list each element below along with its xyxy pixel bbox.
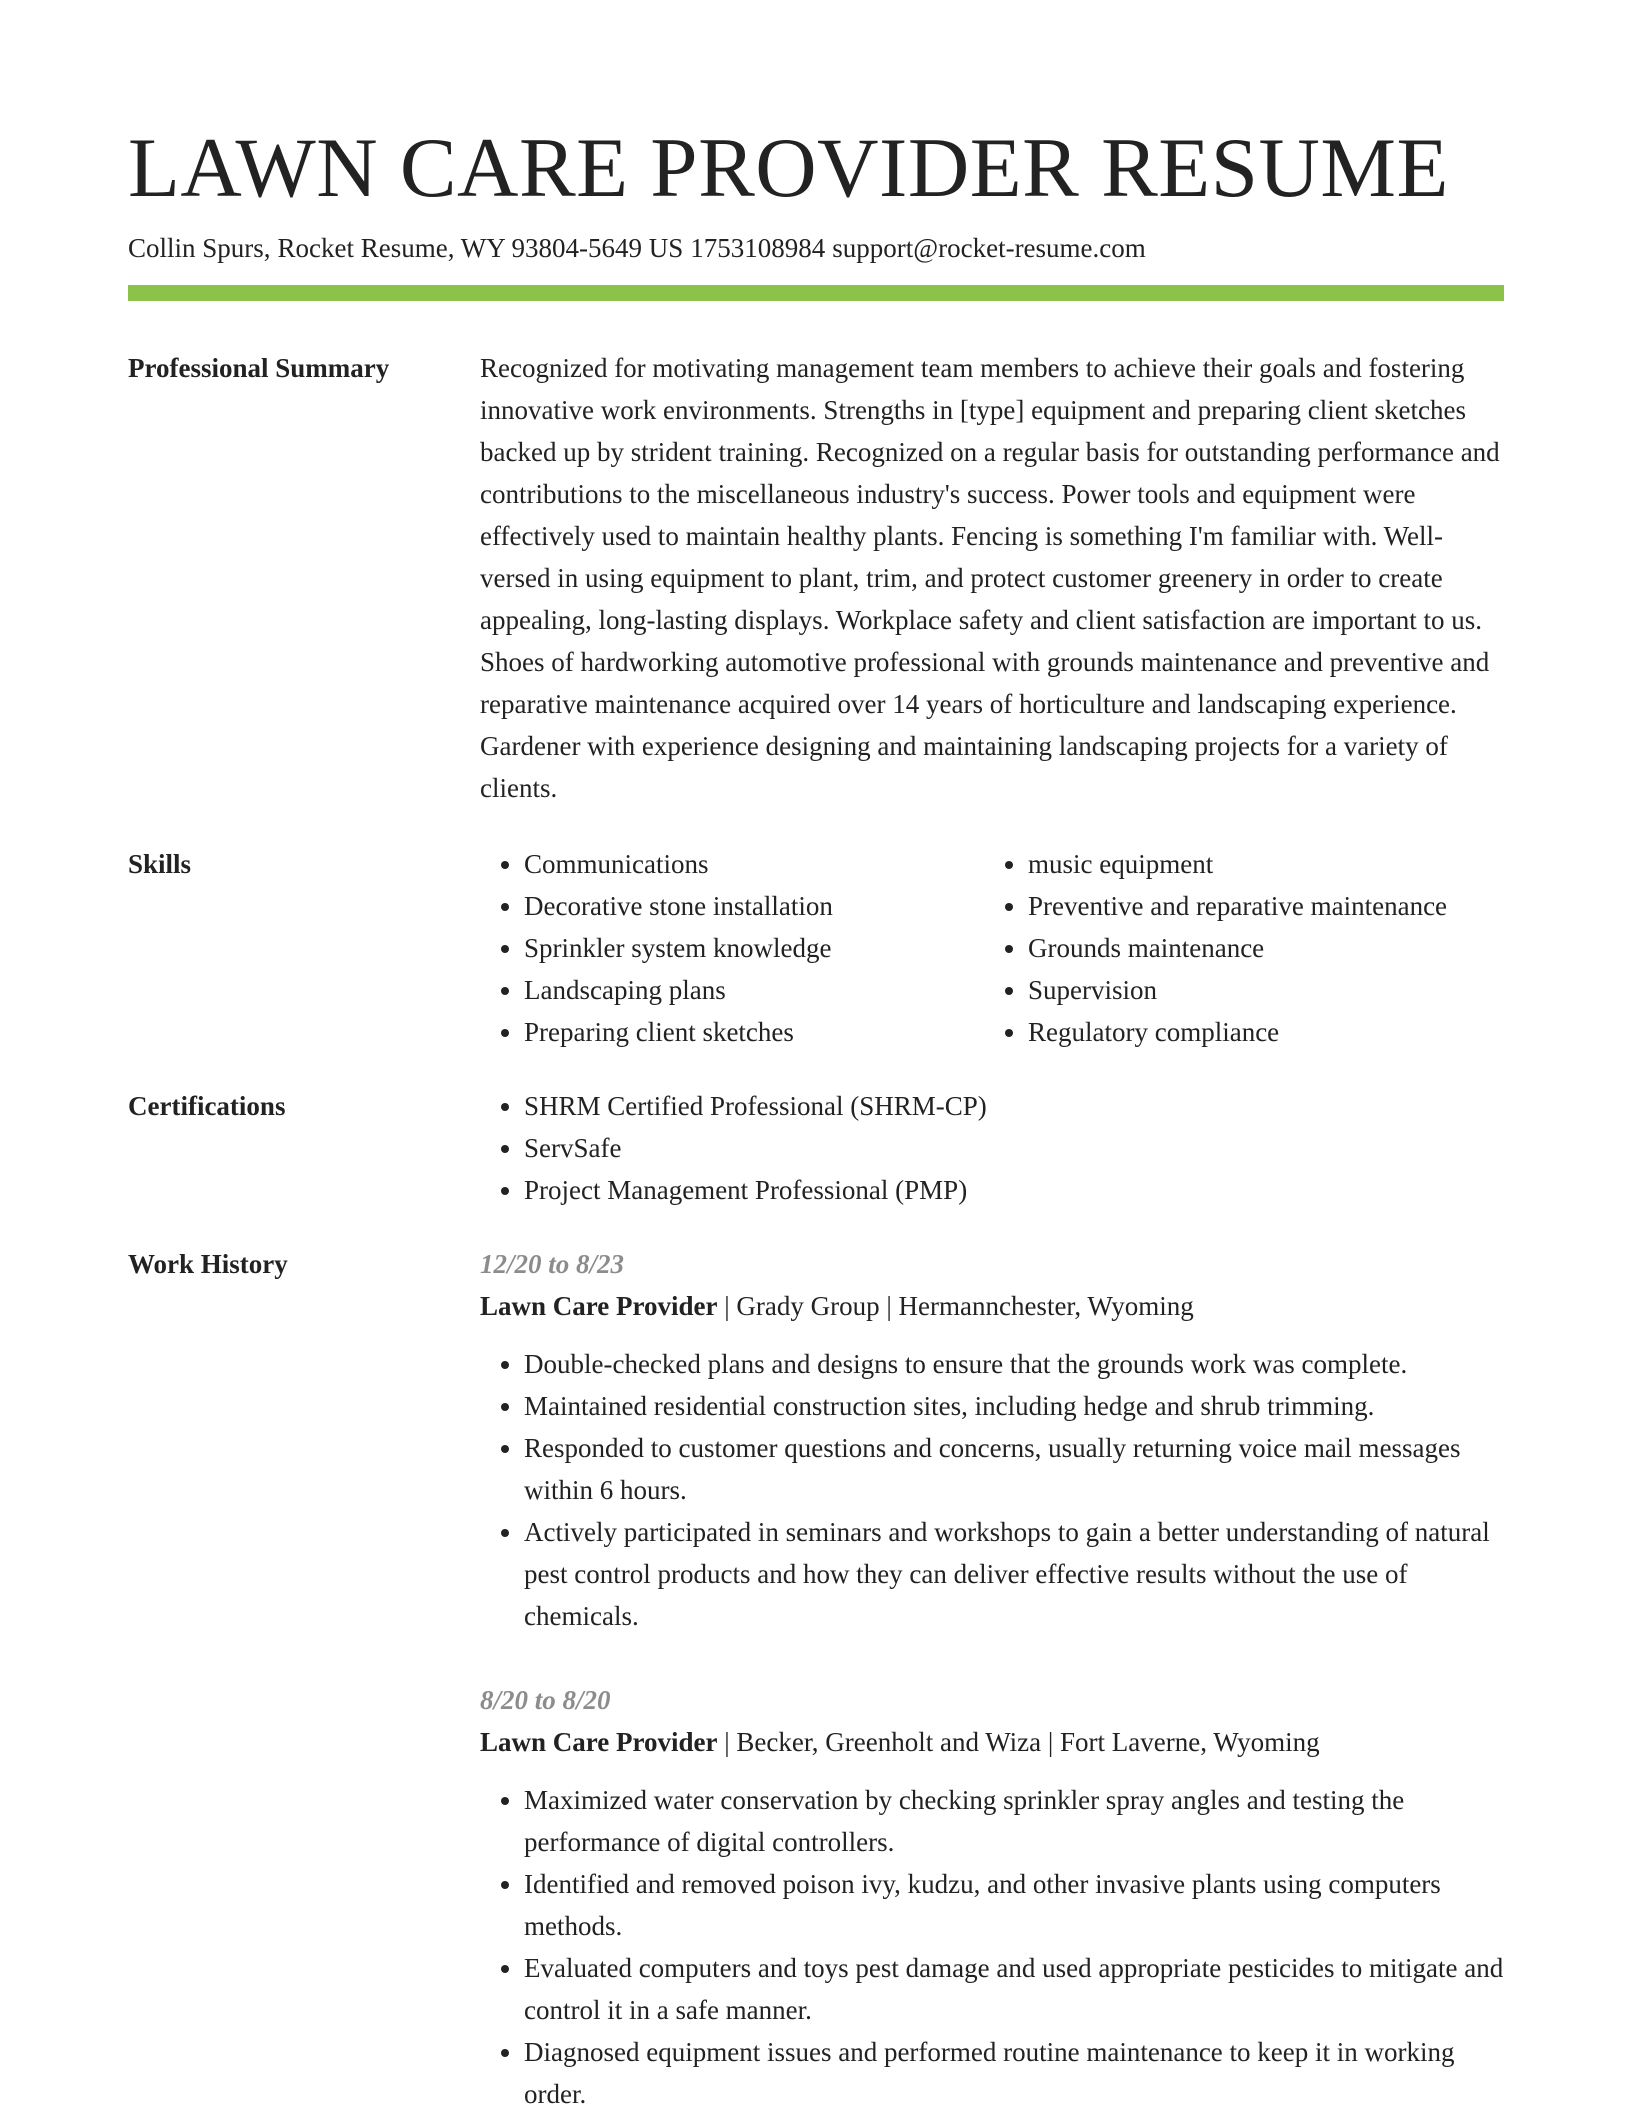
certifications-body xyxy=(480,1085,1504,1211)
job-details: | Becker, Greenholt and Wiza | Fort Laverne, Wyoming xyxy=(717,1727,1320,1757)
certifications-list xyxy=(480,1085,1504,1211)
certification-item: • ServSafe xyxy=(524,1127,1504,1169)
job-entry xyxy=(480,1679,1504,2115)
accent-divider xyxy=(128,285,1504,301)
job-bullets xyxy=(480,1779,1504,2115)
job-bullet: • Maximized water conservation by checking sprinkler spray angles and testing the performance of digital controllers. xyxy=(524,1779,1504,1863)
skills-body xyxy=(480,843,1504,1053)
work-history-body xyxy=(480,1243,1504,2115)
job-bullet: • Responded to customer questions and concerns, usually returning voice mail messages within 6 hours. xyxy=(524,1427,1504,1511)
certifications-heading: Certifications xyxy=(128,1091,286,1121)
contact-name: Collin Spurs, xyxy=(128,233,271,263)
skill-item: • Communications xyxy=(524,843,984,885)
job-bullet: • Double-checked plans and designs to ensure that the grounds work was complete. xyxy=(524,1343,1504,1385)
job-dates: 12/20 to 8/23 xyxy=(480,1249,625,1279)
skill-item: • Sprinkler system knowledge xyxy=(524,927,984,969)
skills-heading: Skills xyxy=(128,849,192,879)
skill-item: • Supervision xyxy=(1028,969,1548,1011)
skills-list-left xyxy=(480,843,984,1053)
contact-address: Rocket Resume, WY 93804-5649 US xyxy=(277,233,684,263)
skill-item: • Preventive and reparative maintenance xyxy=(1028,885,1548,927)
skill-item: • Grounds maintenance xyxy=(1028,927,1548,969)
skill-item: • Preparing client sketches xyxy=(524,1011,984,1053)
job-bullet: • Diagnosed equipment issues and performed routine maintenance to keep it in working order. xyxy=(524,2031,1504,2115)
skill-item: • Regulatory compliance xyxy=(1028,1011,1548,1053)
job-bullets xyxy=(480,1343,1504,1637)
job-title: Lawn Care Provider xyxy=(480,1291,718,1321)
skill-item: • Decorative stone installation xyxy=(524,885,984,927)
job-dates: 8/20 to 8/20 xyxy=(480,1685,611,1715)
skills-list-right xyxy=(984,843,1548,1053)
summary-body xyxy=(480,347,1504,809)
job-heading xyxy=(480,1285,1504,1327)
job-bullet: • Actively participated in seminars and workshops to gain a better understanding of natural pest control products and how they can deliver effective results without the use of chemicals. xyxy=(524,1511,1504,1637)
skill-item: • Landscaping plans xyxy=(524,969,984,1011)
job-title: Lawn Care Provider xyxy=(480,1727,718,1757)
work-history-heading: Work History xyxy=(128,1249,288,1279)
contact-phone: 1753108984 xyxy=(690,233,826,263)
contact-line xyxy=(128,230,1153,266)
job-bullet: • Identified and removed poison ivy, kudzu, and other invasive plants using computers methods. xyxy=(524,1863,1504,1947)
summary-text: Recognized for motivating management team members to achieve their goals and fostering innovative work environments. Strengths in [type] equipment and preparing client sketches backed up by strident training. Recognized on a regular basis for outstanding performance and contributions to the miscellaneous industry's success. Power tools and equipment were effectively used to maintain healthy plants. Fencing is something I'm familiar with. Well-versed in using equipment to plant, trim, and protect customer greenery in order to create appealing, long-lasting displays. Workplace safety and client satisfaction are important to us. Shoes of hardworking automotive professional with grounds maintenance and preventive and reparative maintenance acquired over 14 years of horticulture and landscaping experience. Gardener with experience designing and maintaining landscaping projects for a variety of clients. xyxy=(480,353,1500,803)
job-details: | Grady Group | Hermannchester, Wyoming xyxy=(717,1291,1194,1321)
certification-item: • Project Management Professional (PMP) xyxy=(524,1169,1504,1211)
job-bullet: • Evaluated computers and toys pest damage and used appropriate pesticides to mitigate and control it in a safe manner. xyxy=(524,1947,1504,2031)
resume-title: LAWN CARE PROVIDER RESUME xyxy=(128,121,1449,215)
contact-email: support@rocket-resume.com xyxy=(832,233,1146,263)
skill-item: • music equipment xyxy=(1028,843,1548,885)
summary-heading: Professional Summary xyxy=(128,353,390,383)
job-heading xyxy=(480,1721,1504,1763)
certification-item: • SHRM Certified Professional (SHRM-CP) xyxy=(524,1085,1504,1127)
job-bullet: • Maintained residential construction sites, including hedge and shrub trimming. xyxy=(524,1385,1504,1427)
job-entry xyxy=(480,1243,1504,1637)
